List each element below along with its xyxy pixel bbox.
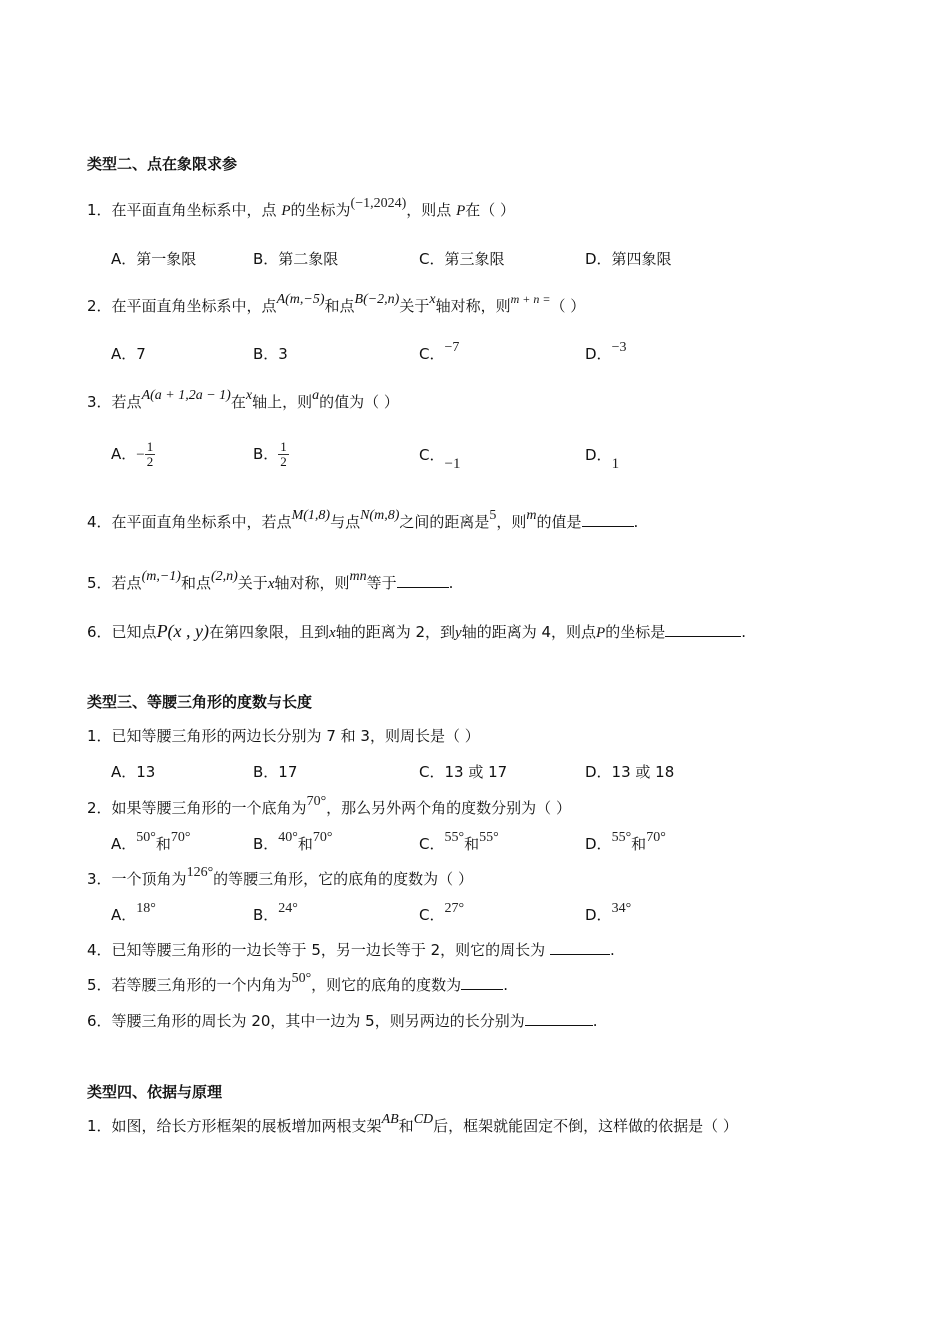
math-point: B(−2,n) [354,292,400,307]
math-coord: (−1,2024) [350,196,407,211]
option-c: C．第三象限 [419,250,505,268]
answer-blank[interactable] [582,512,634,527]
math-var: x [429,292,436,307]
option-d: D．55°和70° [585,830,666,853]
question-text: 在平面直角坐标系中，点 [111,201,277,219]
question-text: ，则点 [406,201,452,219]
answer-blank[interactable] [525,1011,593,1026]
math-point: A(m,−5) [276,292,325,307]
math-var: P [456,203,466,219]
math-point: M(1,8) [291,508,331,523]
math-point: (2,n) [210,569,238,584]
option-a: A．50°和70° [111,830,191,853]
option-b: B．17 [253,763,298,781]
section-title: 类型三、等腰三角形的度数与长度 [87,693,313,711]
question-3: 3．一个顶角为126°的等腰三角形，它的底角的度数为（ ） [87,865,473,888]
question-text: 关于 [399,297,430,315]
answer-blank[interactable] [461,975,503,990]
question-text: 的值为（ ） [319,393,399,411]
option-d: D．第四象限 [585,250,672,268]
question-text: 的坐标为 [290,201,351,219]
question-number: 3． [87,393,112,411]
option-d: D．−3 [585,340,627,363]
answer-blank[interactable] [665,622,741,637]
question-text: （ ） [550,297,586,315]
option-a: A．第一象限 [111,250,197,268]
option-b: B． $\frac{1}{2}$ [253,439,287,469]
option-b: B．40°和70° [253,830,333,853]
question-6: 6．等腰三角形的周长为 20，其中一边为 5，则另两边的长分别为 . [87,1012,598,1030]
fraction: $\frac{1}{2}$ [146,439,154,469]
question-4: 4．已知等腰三角形的一边长等于 5，另一边长等于 2，则它的周长为 . [87,941,615,959]
option-b: B．24° [253,901,298,924]
question-text: 轴上，则 [252,393,313,411]
option-b: B．3 [253,345,288,363]
question-2: 2．如果等腰三角形的一个底角为70°，那么另外两个角的度数分别为（ ） [87,794,571,817]
question-text: 在 [230,393,246,411]
question-2 [87,292,586,319]
question-number: 2． [87,297,112,315]
question-text: 在平面直角坐标系中，点 [111,297,277,315]
option-c: C．−1 [419,446,461,472]
answer-blank[interactable] [397,573,449,588]
question-text: 和点 [324,297,355,315]
option-a: A．7 [111,345,146,363]
option-a: A．13 [111,763,156,781]
question-3 [87,388,399,415]
option-c: C．13 或 17 [419,763,508,781]
question-1: 1．如图，给长方形框架的展板增加两根支架AB和CD后，框架就能固定不倒，这样做的依据是（ ） [87,1112,738,1135]
question-6: 6．已知点P(x , y)在第四象限，且到x轴的距离为 2，到y轴的距离为 4，则点P的坐标是 . [87,621,746,641]
question-1: 1．已知等腰三角形的两边长分别为 7 和 3，则周长是（ ） [87,727,480,745]
fraction: $\frac{1}{2}$ [280,439,287,469]
math-point: N(m,8) [360,508,400,523]
option-c: C．55°和55° [419,830,499,853]
question-number: 1． [87,201,112,219]
math-point: A(a + 1,2a − 1) [141,388,231,403]
question-5: 5．若点(m,−1)和点(2,n)关于x轴对称，则mn等于 . [87,569,454,592]
option-c: C．−7 [419,340,460,363]
answer-blank[interactable] [550,940,610,955]
math-point: (m,−1) [141,569,181,584]
question-text: 轴对称，则 [435,297,511,315]
section-title: 类型四、依据与原理 [87,1083,223,1101]
math-var: x [245,388,253,403]
question-text: 在（ ） [465,201,516,219]
section-title: 类型二、点在象限求参 [87,155,238,173]
math-point: P(x , y) [156,621,210,641]
question-1 [87,196,516,223]
math-expr: m + n = [510,292,551,306]
option-d: D．1 [585,446,620,472]
option-a: A．− $\frac{1}{2}$ [111,439,154,469]
question-text: 若点 [111,393,142,411]
option-b: B．第二象限 [253,250,339,268]
option-d: D．34° [585,901,632,924]
question-4: 4．在平面直角坐标系中，若点M(1,8)与点N(m,8)之间的距离是5，则m的值是 . [87,508,639,531]
option-a: A．18° [111,901,156,924]
math-var: a [312,388,320,403]
option-c: C．27° [419,901,465,924]
question-5: 5．若等腰三角形的一个内角为50°，则它的底角的度数为 . [87,971,508,994]
option-d: D．13 或 18 [585,763,675,781]
math-var: P [281,203,291,219]
